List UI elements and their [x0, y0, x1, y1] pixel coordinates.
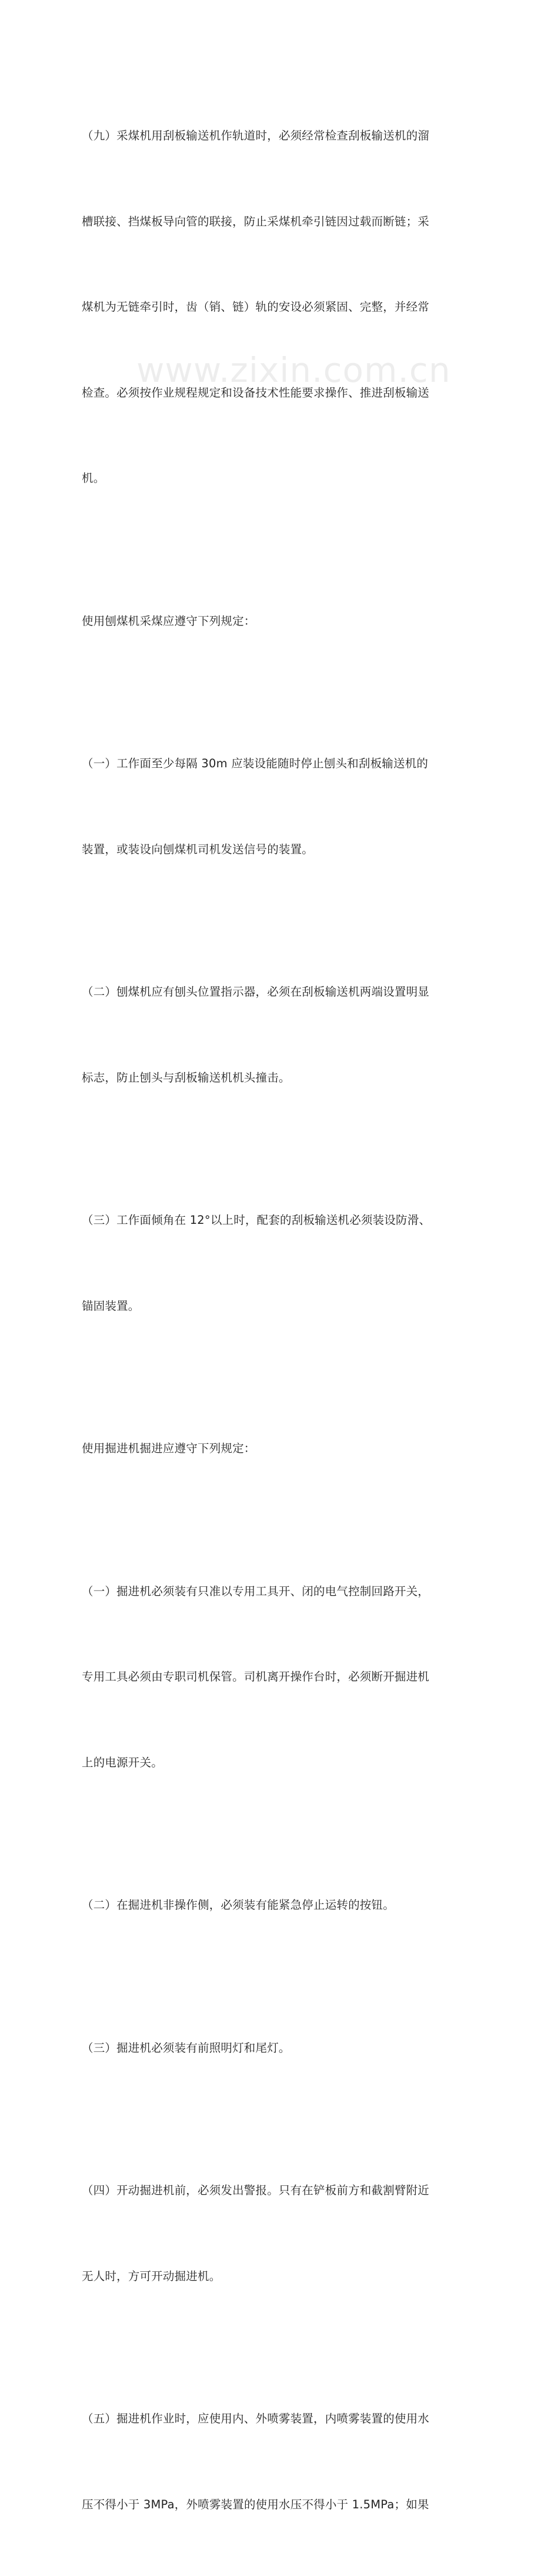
text-line: 机。 [82, 471, 105, 485]
text-line: 无人时，方可开动掘进机。 [82, 2269, 221, 2283]
text-line: （三）工作面倾角在 12°以上时，配套的刮板输送机必须装设防滑、 [82, 1213, 431, 1227]
text-line: （一）工作面至少每隔 30m 应装设能随时停止刨头和刮板输送机的 [82, 757, 429, 770]
paragraph-5 [82, 1149, 470, 1377]
paragraph-7 [82, 1520, 470, 1835]
paragraph-8 [82, 1834, 470, 1977]
text-line: 使用掘进机掘进应遵守下列规定： [82, 1442, 256, 1455]
text-line: 检查。必须按作业规程规定和设备技术性能要求操作、推进刮板输送 [82, 385, 430, 400]
paragraph-6 [82, 1377, 470, 1520]
text-line: （九）采煤机用刮板输送机作轨道时，必须经常检查刮板输送机的溜 [82, 129, 430, 142]
paragraph-11 [82, 2348, 470, 2576]
text-line: （二）刨煤机应有刨头位置指示器，必须在刮板输送机两端设置明显 [82, 985, 430, 999]
text-line: 使用刨煤机采煤应遵守下列规定： [82, 614, 256, 628]
text-line: （四）开动掘进机前，必须发出警报。只有在铲板前方和截割臂附近 [82, 2184, 430, 2197]
text-line: 压不得小于 3MPa，外喷雾装置的使用水压不得小于 1.5MPa；如果 [82, 2497, 429, 2511]
text-line: 煤机为无链牵引时，齿（销、链）轨的安设必须紧固、完整，并经常 [82, 300, 430, 314]
paragraph-3 [82, 693, 470, 921]
text-line: 装置，或装设向刨煤机司机发送信号的装置。 [82, 842, 314, 856]
document-body [82, 65, 470, 2576]
paragraph-10 [82, 2119, 470, 2348]
paragraph-2 [82, 550, 470, 693]
text-line: （三）掘进机必须装有前照明灯和尾灯。 [82, 2041, 290, 2055]
watermark: www.zixin.com.cn [136, 350, 451, 390]
text-line: （五）掘进机作业时，应使用内、外喷雾装置，内喷雾装置的使用水 [82, 2412, 430, 2425]
text-line: 上的电源开关。 [82, 1755, 163, 1769]
text-line: （二）在掘进机非操作侧，必须装有能紧急停止运转的按钮。 [82, 1898, 395, 1912]
paragraph-9 [82, 1977, 470, 2120]
paragraph-4 [82, 921, 470, 1149]
text-line: 专用工具必须由专职司机保管。司机离开操作台时，必须断开掘进机 [82, 1670, 430, 1683]
text-line: 标志，防止刨头与刮板输送机机头撞击。 [82, 1070, 290, 1084]
text-line: 锚固装置。 [82, 1299, 140, 1313]
paragraph-1 [82, 65, 470, 550]
text-line: 槽联接、挡煤板导向管的联接，防止采煤机牵引链因过载而断链；采 [82, 214, 430, 228]
text-line: （一）掘进机必须装有只准以专用工具开、闭的电气控制回路开关， [82, 1584, 430, 1598]
